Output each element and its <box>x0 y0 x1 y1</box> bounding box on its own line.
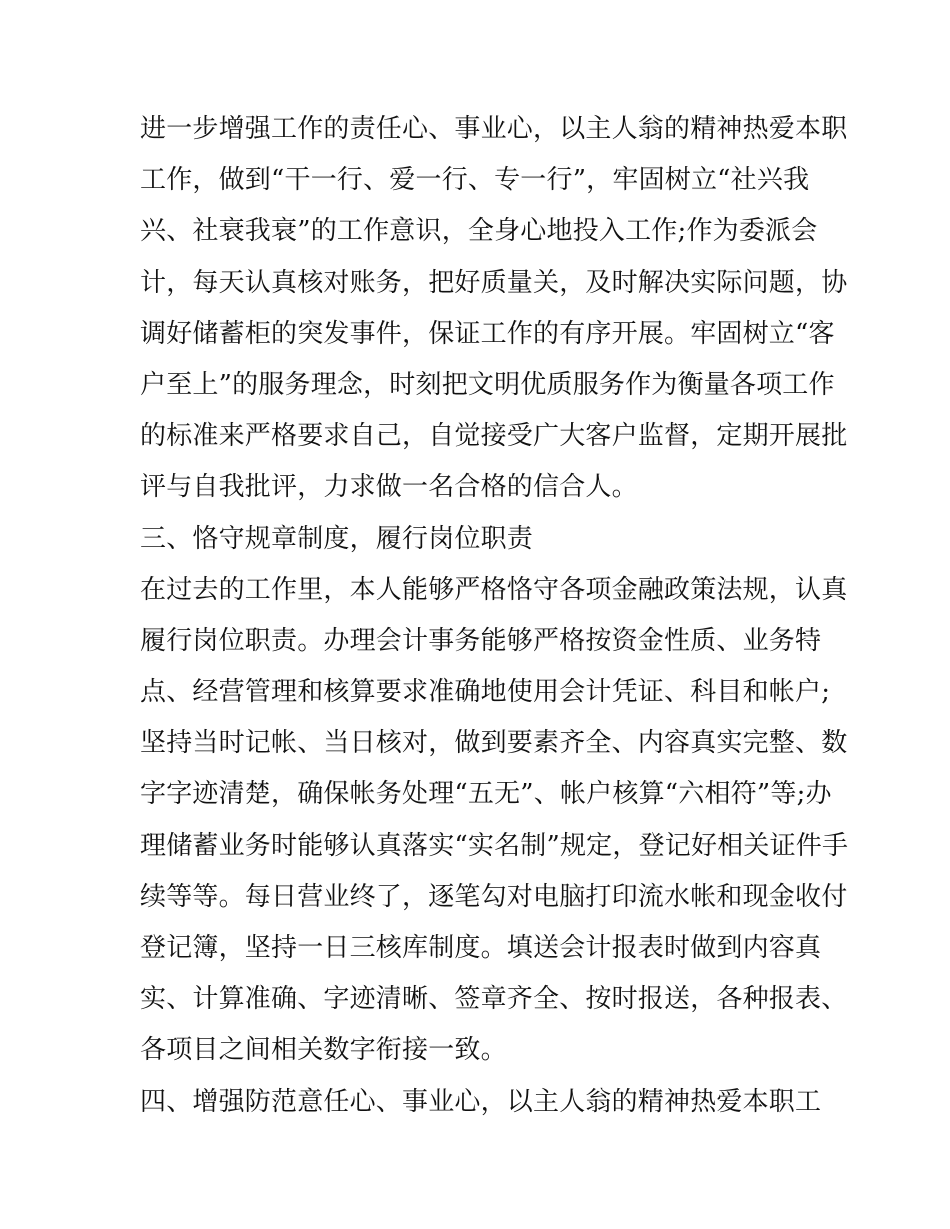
text-line-4: 计，每天认真核对账务，把好质量关，及时解决实际问题，协 <box>140 267 848 298</box>
section-heading-4: 四、增强防范意任心、事业心，以主人翁的精神热爱本职工 <box>140 1086 822 1117</box>
text-line-11: 履行岗位职责。办理会计事务能够严格按资金性质、业务特 <box>140 625 822 656</box>
text-line-1: 进一步增强工作的责任心、事业心，以主人翁的精神热爱本职 <box>140 114 848 144</box>
text-line-13: 坚持当时记帐、当日核对，做到要素齐全、内容真实完整、数 <box>140 728 848 759</box>
text-line-19: 各项目之间相关数字衔接一致。 <box>140 1035 507 1066</box>
section-heading-3: 三、恪守规章制度，履行岗位职责 <box>140 523 534 554</box>
text-line-12: 点、经营管理和核算要求准确地使用会计凭证、科目和帐户; <box>140 677 831 708</box>
text-line-3: 兴、社衰我衰”的工作意识，全身心地投入工作;作为委派会 <box>140 216 818 247</box>
text-line-18: 实、计算准确、字迹清晰、签章齐全、按时报送，各种报表、 <box>140 984 848 1015</box>
text-line-7: 的标准来严格要求自己，自觉接受广大客户监督，定期开展批 <box>140 421 848 452</box>
text-line-16: 续等等。每日营业终了，逐笔勾对电脑打印流水帐和现金收付 <box>140 881 848 912</box>
text-line-17: 登记簿，坚持一日三核库制度。填送会计报表时做到内容真 <box>140 933 822 963</box>
text-line-5: 调好储蓄柜的突发事件，保证工作的有序开展。牢固树立“客 <box>140 318 835 349</box>
text-line-14: 字字迹清楚，确保帐务处理“五无”、帐户核算“六相符”等;办 <box>140 779 832 810</box>
text-line-2: 工作，做到“干一行、爱一行、专一行”，牢固树立“社兴我 <box>140 165 810 196</box>
document-body <box>140 104 849 1128</box>
text-line-6: 户至上”的服务理念，时刻把文明优质服务作为衡量各项工作 <box>140 369 835 400</box>
text-line-8: 评与自我批评，力求做一名合格的信合人。 <box>140 472 638 503</box>
text-line-15: 理储蓄业务时能够认真落实“实名制”规定，登记好相关证件手 <box>140 830 849 861</box>
text-line-10: 在过去的工作里，本人能够严格恪守各项金融政策法规，认真 <box>140 574 848 605</box>
